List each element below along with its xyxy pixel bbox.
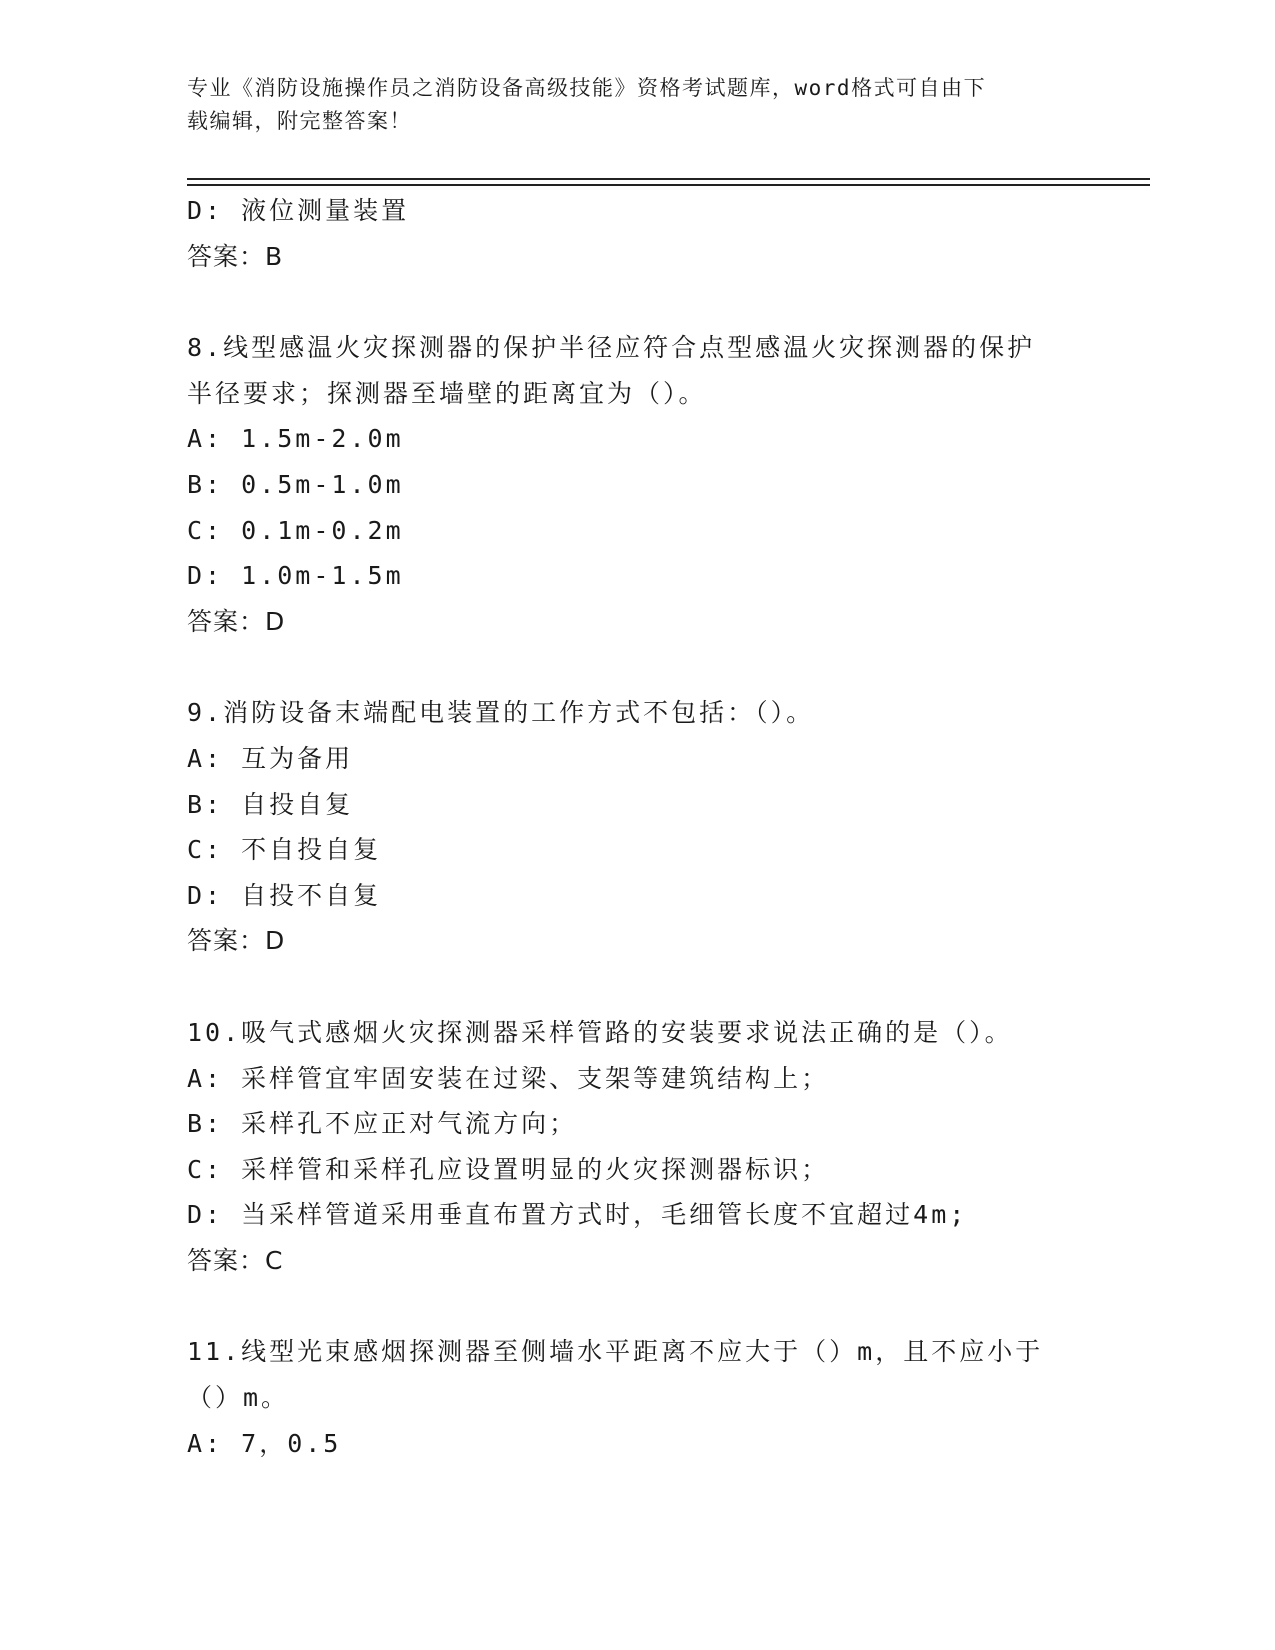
answer-line: 答案：D [187,606,286,636]
option-c: C: 0.1m-0.2m [187,515,404,545]
question-7 [187,188,1087,279]
option-a: A: 采样管宜牢固安装在过梁、支架等建筑结构上； [187,1063,830,1093]
option-d: D: 自投不自复 [187,880,382,910]
option-c: C: 不自投自复 [187,835,382,865]
question-10 [187,1010,1087,1284]
spacer [187,279,1087,325]
option-d: D: 当采样管道采用垂直布置方式时，毛细管长度不宜超过4m; [187,1200,968,1230]
question-stem: 9.消防设备末端配电装置的工作方式不包括：（）。 [187,698,815,728]
option-b: B: 自投自复 [187,789,354,819]
option-a: A: 1.5m-2.0m [187,424,404,454]
spacer [187,1283,1087,1329]
option-d: D: 液位测量装置 [187,196,410,225]
header-divider-bottom [187,184,1150,186]
option-a: A: 7，0.5 [187,1428,342,1458]
question-8 [187,325,1087,644]
header-line-2: 载编辑，附完整答案！ [187,109,412,133]
spacer [187,964,1087,1010]
document-header [187,72,1087,138]
question-11 [187,1329,1087,1466]
option-a: A: 互为备用 [187,743,354,773]
question-stem: 8.线型感温火灾探测器的保护半径应符合点型感温火灾探测器的保护 [187,333,1036,363]
answer-line: 答案：B [187,241,284,271]
option-b: B: 0.5m-1.0m [187,469,404,499]
question-9 [187,690,1087,964]
question-stem: 10.吸气式感烟火灾探测器采样管路的安装要求说法正确的是（）。 [187,1017,1013,1047]
header-divider-top [187,178,1150,180]
option-d: D: 1.0m-1.5m [187,561,404,591]
question-list [187,188,1087,1466]
option-c: C: 采样管和采样孔应设置明显的火灾探测器标识； [187,1154,830,1184]
question-stem: 11.线型光束感烟探测器至侧墙水平距离不应大于（）m，且不应小于 [187,1337,1044,1367]
answer-line: 答案：C [187,1245,284,1275]
question-stem-continued: 半径要求；探测器至墙壁的距离宜为（）。 [187,378,707,408]
question-stem-continued: （）m。 [187,1383,290,1413]
option-b: B: 采样孔不应正对气流方向； [187,1109,578,1139]
header-line-1: 专业《消防设施操作员之消防设备高级技能》资格考试题库，word格式可自由下 [187,76,987,100]
spacer [187,644,1087,690]
answer-line: 答案：D [187,926,286,956]
